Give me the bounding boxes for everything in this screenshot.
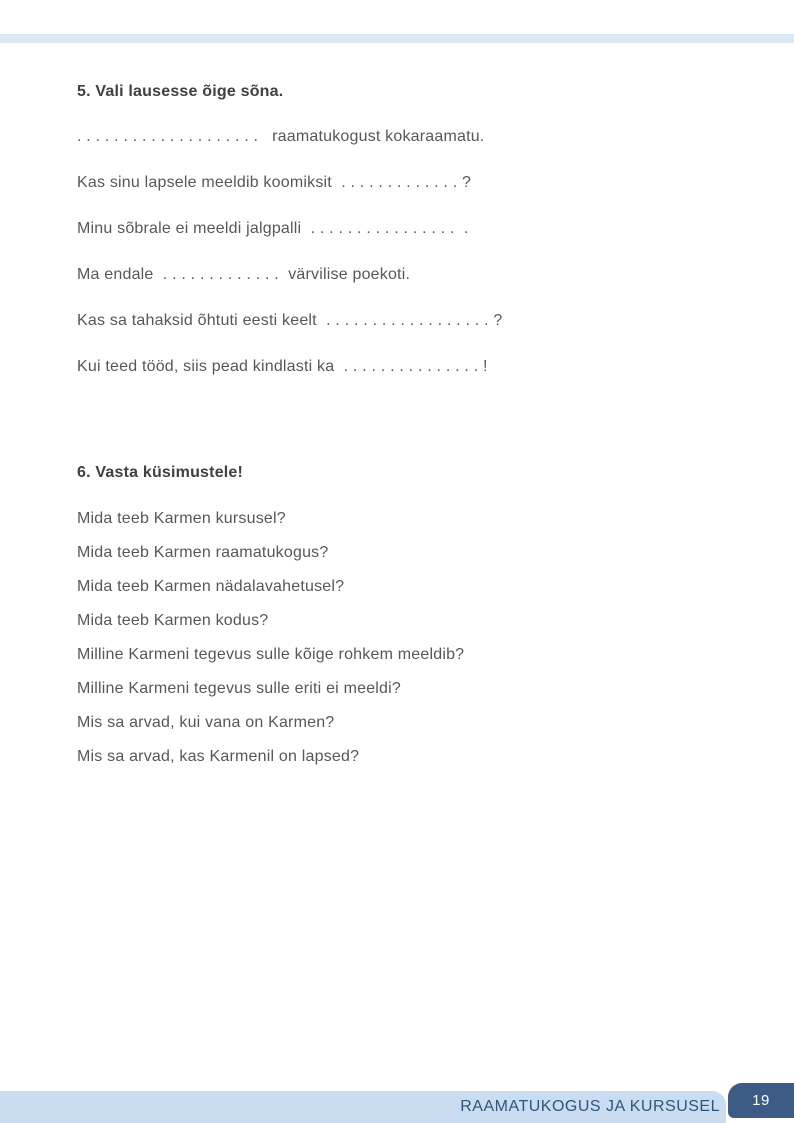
top-decoration-strip: [0, 34, 794, 43]
exercise-5-title: 5. Vali lausesse õige sõna.: [77, 83, 284, 100]
fill-in-sentence: Ma endale . . . . . . . . . . . . . värvilise poekoti.: [77, 266, 411, 283]
exercise-6-title: 6. Vasta küsimustele!: [77, 464, 244, 481]
question-line: Mida teeb Karmen kodus?: [77, 612, 269, 629]
fill-in-sentence: Kas sinu lapsele meeldib koomiksit . . . . . . . . . . . . . ?: [77, 174, 472, 191]
footer-chapter-bar: [0, 1091, 726, 1123]
question-line: Mida teeb Karmen kursusel?: [77, 510, 286, 527]
footer-chapter-title: RAAMATUKOGUS JA KURSUSEL: [460, 1098, 720, 1115]
page-number-box: [728, 1083, 794, 1118]
question-line: Mida teeb Karmen nädalavahetusel?: [77, 578, 345, 595]
exercise-5-fill-in-lines: [77, 127, 502, 403]
fill-in-sentence: Kui teed tööd, siis pead kindlasti ka . . . . . . . . . . . . . . . !: [77, 358, 488, 375]
question-line: Mida teeb Karmen raamatukogus?: [77, 544, 329, 561]
question-line: Milline Karmeni tegevus sulle eriti ei meeldi?: [77, 680, 402, 697]
fill-in-sentence: . . . . . . . . . . . . . . . . . . . . raamatukogust kokaraamatu.: [77, 128, 485, 145]
fill-in-sentence: Minu sõbrale ei meeldi jalgpalli . . . . . . . . . . . . . . . . .: [77, 220, 469, 237]
page-number: 19: [752, 1092, 770, 1109]
question-line: Mis sa arvad, kui vana on Karmen?: [77, 714, 335, 731]
exercise-6-questions: [77, 509, 464, 781]
question-line: Milline Karmeni tegevus sulle kõige rohkem meeldib?: [77, 646, 465, 663]
fill-in-sentence: Kas sa tahaksid õhtuti eesti keelt . . . . . . . . . . . . . . . . . . ?: [77, 312, 503, 329]
question-line: Mis sa arvad, kas Karmenil on lapsed?: [77, 748, 360, 765]
